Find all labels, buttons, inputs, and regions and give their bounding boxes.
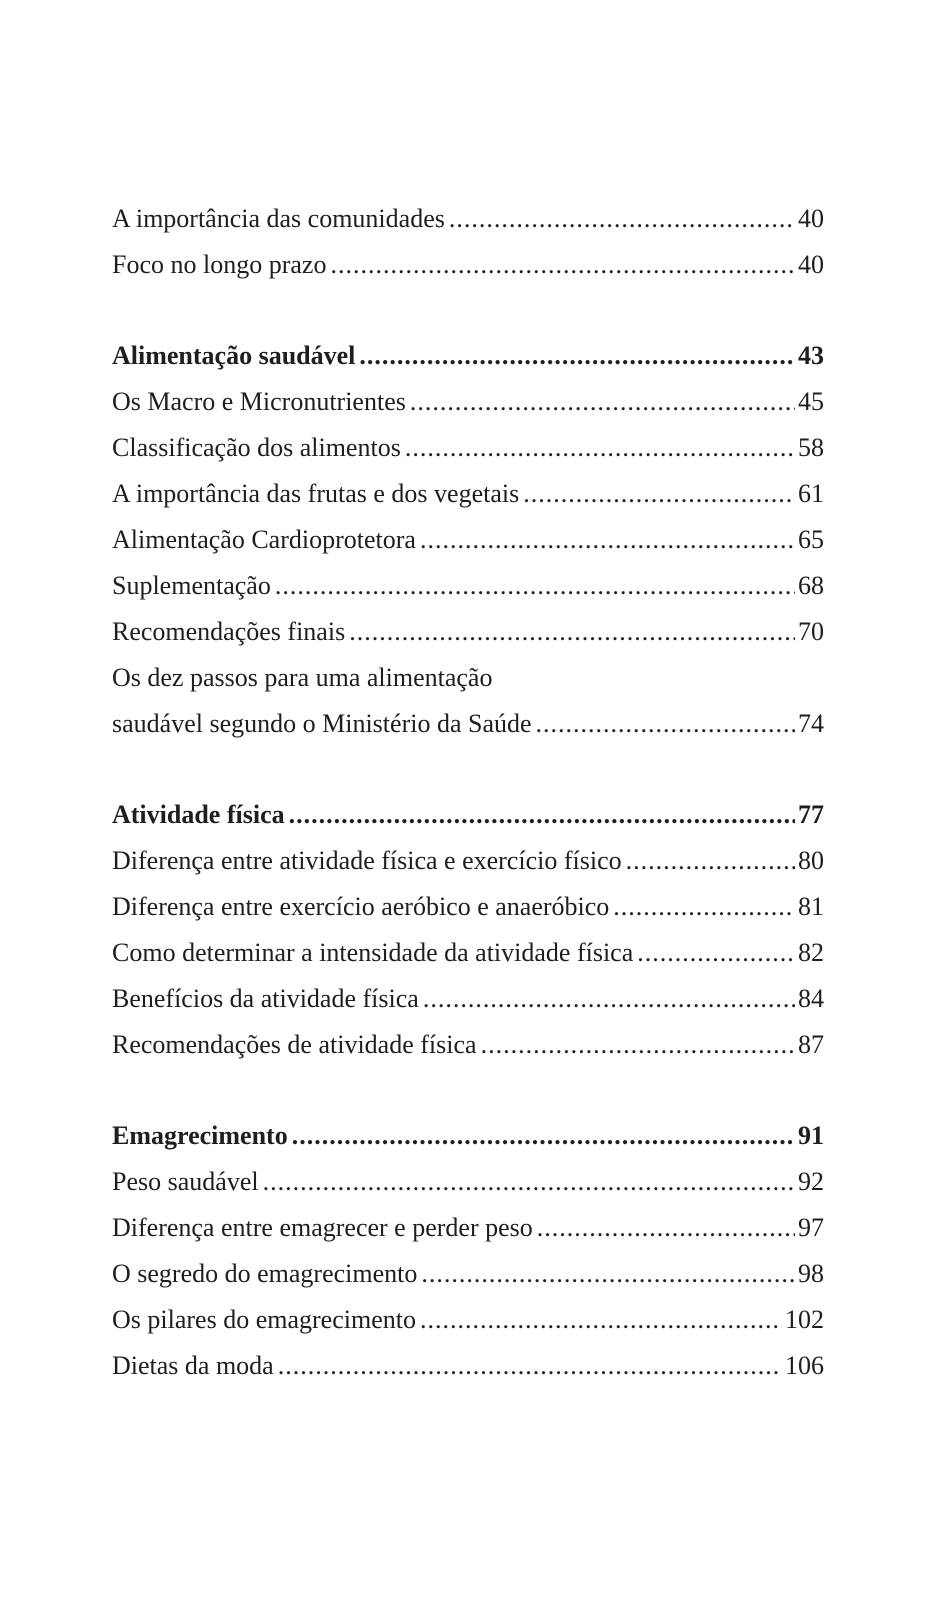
dot-leader [410,379,795,425]
toc-entry-label: Classificação dos alimentos [112,433,401,462]
dot-leader [423,976,795,1022]
toc-entry-page: 98 [798,1259,824,1288]
toc-chapter-label: Atividade física [112,800,285,829]
toc-entry-label: Diferença entre exercício aeróbico e anaeróbico [112,892,610,921]
toc-entry-label: Foco no longo prazo [112,250,327,279]
toc-chapter-page: 43 [798,341,824,370]
table-of-contents [112,196,824,1389]
dot-leader [275,563,795,609]
toc-entry [112,425,824,471]
toc-chapter-heading [112,1113,824,1159]
section-gap [112,288,824,333]
toc-entry [112,609,824,655]
toc-entry [112,1297,824,1343]
dot-leader [289,792,795,838]
toc-entry-page: 106 [785,1351,824,1380]
toc-entry [112,471,824,517]
toc-entry-label: Recomendações finais [112,617,346,646]
dot-leader [536,701,795,747]
toc-entry-label: Benefícios da atividade física [112,984,419,1013]
dot-leader [481,1022,795,1068]
toc-entry [112,838,824,884]
toc-entry-page: 61 [798,479,824,508]
toc-entry [112,930,824,976]
toc-entry-page: 102 [785,1305,824,1334]
toc-entry [112,701,824,747]
dot-leader [449,196,795,242]
dot-leader [626,838,795,884]
toc-chapter-page: 77 [798,800,824,829]
toc-chapter-heading [112,792,824,838]
toc-entry-label: O segredo do emagrecimento [112,1259,418,1288]
toc-entry [112,1343,824,1389]
toc-chapter-heading [112,333,824,379]
dot-leader [405,425,795,471]
toc-entry-page: 84 [798,984,824,1013]
dot-leader [420,517,795,563]
toc-entry-label: Diferença entre emagrecer e perder peso [112,1213,533,1242]
toc-entry-label: Os pilares do emagrecimento [112,1305,416,1334]
toc-entry-first-line: Os dez passos para uma alimentação [112,663,493,692]
toc-entry-page: 40 [798,250,824,279]
toc-entry-label: Alimentação Cardioprotetora [112,525,416,554]
section-gap [112,1068,824,1113]
toc-chapter-label: Alimentação saudável [112,341,356,370]
toc-entry-label: Os Macro e Micronutrientes [112,387,406,416]
dot-leader [359,333,795,379]
dot-leader [263,1159,795,1205]
dot-leader [637,930,795,976]
dot-leader [292,1113,795,1159]
toc-entry-label: saudável segundo o Ministério da Saúde [112,709,532,738]
dot-leader [613,884,795,930]
toc-entry-page: 82 [798,938,824,967]
toc-entry-label: Peso saudável [112,1167,259,1196]
dot-leader [523,471,795,517]
toc-entry [112,1205,824,1251]
dot-leader [349,609,795,655]
toc-entry [112,379,824,425]
dot-leader [537,1205,795,1251]
toc-entry-page: 70 [798,617,824,646]
toc-entry [112,1159,824,1205]
toc-entry-page: 58 [798,433,824,462]
toc-entry-label: Como determinar a intensidade da atividade física [112,938,634,967]
toc-entry-page: 92 [798,1167,824,1196]
toc-entry [112,976,824,1022]
toc-entry-label: Diferença entre atividade física e exercício físico [112,846,622,875]
toc-entry-page: 65 [798,525,824,554]
toc-entry-page: 74 [798,709,824,738]
toc-entry [112,563,824,609]
toc-entry [112,1251,824,1297]
section-gap [112,747,824,792]
toc-entry-page: 80 [798,846,824,875]
toc-entry-page: 81 [798,892,824,921]
toc-chapter-label: Emagrecimento [112,1121,288,1150]
toc-entry-page: 40 [798,204,824,233]
toc-entry [112,517,824,563]
toc-entry-label: A importância das comunidades [112,204,445,233]
toc-entry-label: A importância das frutas e dos vegetais [112,479,520,508]
dot-leader [420,1297,782,1343]
toc-entry [112,242,824,288]
toc-chapter-page: 91 [798,1121,824,1150]
toc-entry [112,1022,824,1068]
toc-entry-page: 87 [798,1030,824,1059]
toc-entry-label: Suplementação [112,571,271,600]
toc-entry [112,884,824,930]
toc-entry-label: Recomendações de atividade física [112,1030,477,1059]
dot-leader [421,1251,795,1297]
toc-entry-page: 97 [798,1213,824,1242]
toc-entry-label: Dietas da moda [112,1351,274,1380]
dot-leader [330,242,795,288]
toc-entry [112,196,824,242]
toc-entry-page: 68 [798,571,824,600]
toc-entry-page: 45 [798,387,824,416]
dot-leader [278,1343,782,1389]
